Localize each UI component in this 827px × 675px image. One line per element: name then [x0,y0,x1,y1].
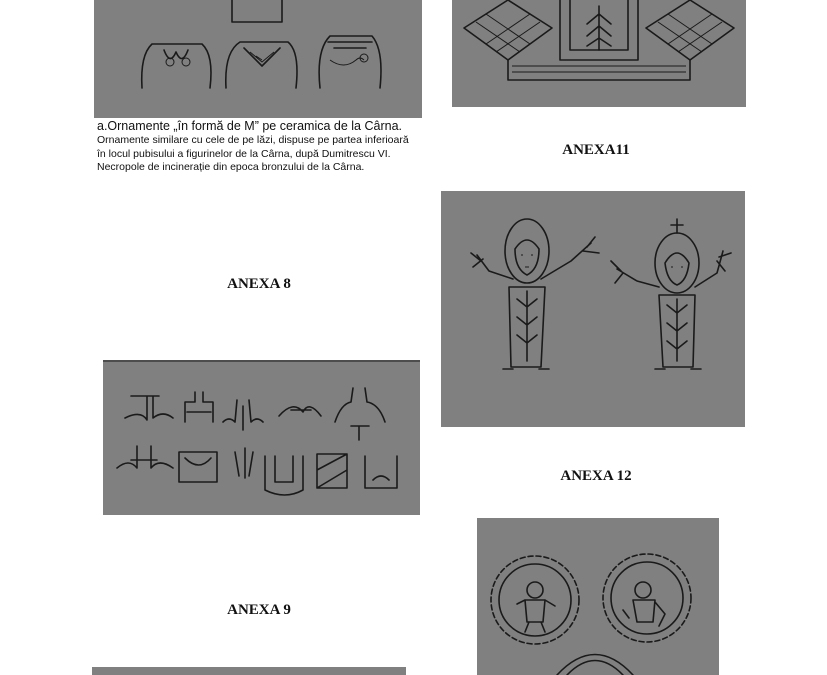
ornaments-m-shape-figure [103,360,420,515]
ornaments-ceramic-figure [94,0,422,118]
caption-title: a.Ornamente „în formă de M” pe ceramica de la Cârna. [97,119,402,133]
heading-anexa-12: ANEXA 12 [560,468,632,484]
caption-body: Ornamente similare cu cele de pe lăzi, dispuse pe partea inferioară în locul pubisului a figurinelor de la Cârna, după Dumitrescu VI. Necropole de incinerație din epoca bronzului de la Cârna. [97,134,409,173]
medallion-figures [477,518,719,675]
heading-anexa-9: ANEXA 9 [227,602,291,618]
anexa-9-figure [92,667,406,675]
anthropomorphic-figures [441,191,745,427]
textile-pattern-figure [452,0,746,107]
heading-anexa-11: ANEXA11 [562,142,630,158]
heading-anexa-8: ANEXA 8 [227,276,291,292]
